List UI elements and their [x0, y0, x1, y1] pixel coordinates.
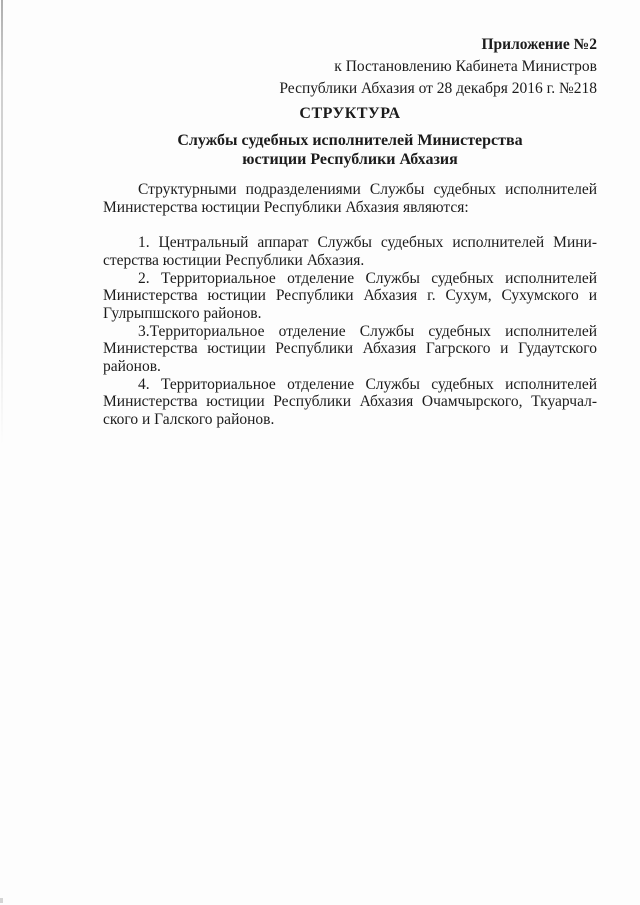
document-title: СТРУКТУРА — [299, 105, 401, 122]
decree-reference-line: к Постановлению Кабинета Министров — [334, 58, 597, 75]
list-item-line: Министерства юстиции Республики Абхазия Гагрского и Гудаутского — [103, 340, 597, 358]
list-item-3 — [103, 323, 597, 376]
intro-line: Министерства юстиции Республики Абхазия являются: — [103, 198, 469, 216]
paragraph-spacer — [103, 216, 597, 234]
document-content — [103, 34, 597, 429]
list-item-line: 2. Территориальное отделение Службы судебных исполнителей — [138, 269, 597, 287]
list-item-1 — [103, 234, 597, 269]
scan-speck — [0, 898, 3, 903]
list-item-4 — [103, 376, 597, 429]
appendix-reference-block — [103, 34, 597, 100]
list-item-line: Министерства юстиции Республики Абхазия Очамчырского, Ткуарчал- — [103, 393, 597, 411]
intro-line: Структурными подразделениями Службы судебных исполнителей — [138, 181, 597, 198]
list-item-line: 1. Центральный аппарат Службы судебных исполнителей Мини- — [138, 234, 597, 252]
scan-edge-artifact — [1, 0, 3, 445]
subtitle-line-2: юстиции Республики Абхазия — [242, 151, 458, 168]
list-item-line: стерства юстиции Республики Абхазия. — [103, 251, 365, 269]
decree-reference-date-line: Республики Абхазия от 28 декабря 2016 г. №218 — [279, 80, 597, 97]
list-item-line: Министерства юстиции Республики Абхазия г. Сухум, Сухумского и — [103, 287, 597, 305]
list-item-line: 4. Территориальное отделение Службы судебных исполнителей — [138, 375, 597, 393]
list-item-2 — [103, 270, 597, 323]
document-subtitle — [103, 131, 597, 169]
list-item-line: районов. — [103, 358, 161, 376]
list-item-line: 3.Территориальное отделение Службы судебных исполнителей — [138, 322, 597, 340]
list-item-line: Гулрыпшского районов. — [103, 304, 262, 322]
document-body — [103, 181, 597, 429]
appendix-number: Приложение №2 — [481, 36, 597, 53]
intro-paragraph — [103, 181, 597, 216]
subtitle-line-1: Службы судебных исполнителей Министерства — [177, 132, 523, 149]
list-item-line: ского и Галского районов. — [103, 411, 275, 429]
